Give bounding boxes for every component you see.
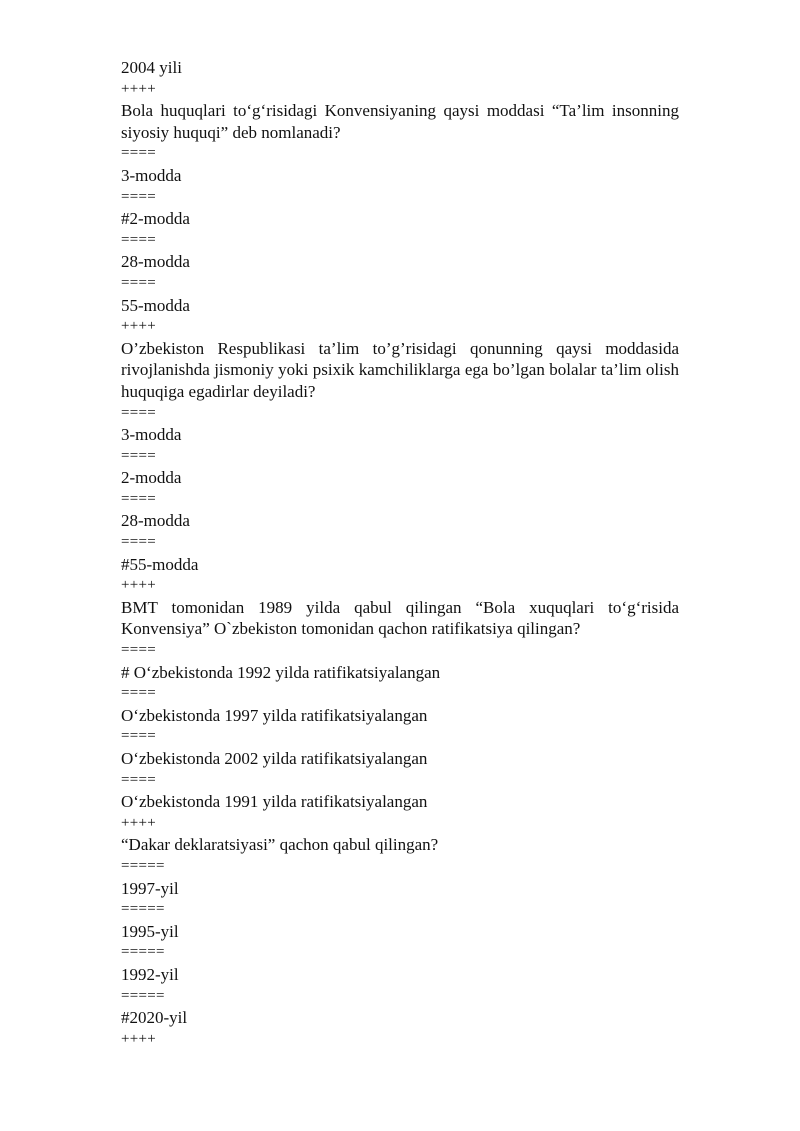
separator-line: ==== bbox=[121, 642, 157, 659]
separator-line: ++++ bbox=[121, 577, 157, 594]
question-text: Bola huquqlari to‘g‘risidagi Konvensiyaning qaysi moddasi “Ta’lim insonning siyosiy huquqi” deb nomlanadi? bbox=[121, 101, 679, 142]
answer-option: 1992-yil bbox=[121, 964, 179, 984]
separator-line: ===== bbox=[121, 944, 165, 961]
separator-line: ==== bbox=[121, 534, 157, 551]
answer-option: #55-modda bbox=[121, 554, 199, 574]
document-body bbox=[121, 57, 679, 1050]
separator-line: ==== bbox=[121, 274, 157, 291]
separator-line: ==== bbox=[121, 188, 157, 205]
answer-option: O‘zbekistonda 1997 yilda ratifikatsiyalangan bbox=[121, 705, 428, 725]
separator-line: ==== bbox=[121, 231, 157, 248]
separator-line: ++++ bbox=[121, 814, 157, 831]
answer-option: #2020-yil bbox=[121, 1008, 188, 1028]
answer-option: 2-modda bbox=[121, 468, 182, 488]
answer-option: 55-modda bbox=[121, 295, 190, 315]
answer-option: 28-modda bbox=[121, 511, 190, 531]
separator-line: ==== bbox=[121, 728, 157, 745]
separator-line: ++++ bbox=[121, 80, 157, 97]
separator-line: ++++ bbox=[121, 318, 157, 335]
separator-line: ==== bbox=[121, 685, 157, 702]
answer-option: # O‘zbekistonda 1992 yilda ratifikatsiyalangan bbox=[121, 662, 441, 682]
separator-line: ==== bbox=[121, 145, 157, 162]
answer-option: #2-modda bbox=[121, 209, 190, 229]
answer-option: 1997-yil bbox=[121, 878, 179, 898]
separator-line: ==== bbox=[121, 771, 157, 788]
separator-line: ===== bbox=[121, 857, 165, 874]
separator-line: ===== bbox=[121, 901, 165, 918]
question-text: BMT tomonidan 1989 yilda qabul qilingan “Bola xuquqlari to‘g‘risida Konvensiya” O`zbekiston tomonidan qachon ratifikatsiya qilingan? bbox=[121, 597, 679, 639]
answer-option: 2004 yili bbox=[121, 58, 182, 77]
separator-line: ===== bbox=[121, 987, 165, 1004]
separator-line: ==== bbox=[121, 490, 157, 507]
answer-option: 3-modda bbox=[121, 425, 182, 445]
question-text: “Dakar deklaratsiyasi” qachon qabul qilingan? bbox=[121, 835, 439, 855]
separator-line: ==== bbox=[121, 404, 157, 421]
answer-option: 3-modda bbox=[121, 165, 182, 185]
answer-option: 28-modda bbox=[121, 252, 190, 272]
separator-line: ++++ bbox=[121, 1030, 157, 1047]
answer-option: 1995-yil bbox=[121, 921, 179, 941]
separator-line: ==== bbox=[121, 447, 157, 464]
answer-option: O‘zbekistonda 2002 yilda ratifikatsiyalangan bbox=[121, 749, 428, 768]
question-text: O’zbekiston Respublikasi ta’lim to’g’risidagi qonunning qaysi moddasida rivojlanishda jismoniy yoki psixik kamchiliklarga ega bo’lgan bolalar ta’lim olish huquqiga egadirlar deyiladi? bbox=[121, 338, 679, 401]
answer-option: O‘zbekistonda 1991 yilda ratifikatsiyalangan bbox=[121, 792, 428, 812]
